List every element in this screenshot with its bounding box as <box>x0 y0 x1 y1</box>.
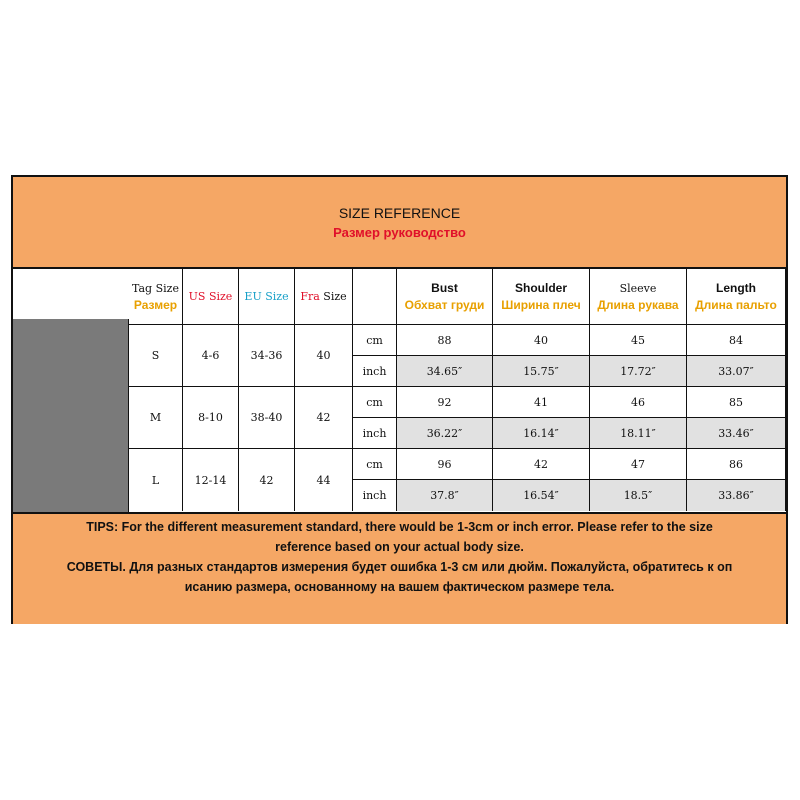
row-S-tag <box>129 325 183 387</box>
row-L-cm-shoulder <box>493 449 590 480</box>
tips-ru-line-1: СОВЕТЫ. Для разных стандартов измерения будет ошибка 1-3 см или дюйм. Пожалуйста, обратитесь к оп <box>66 560 733 574</box>
chart-header <box>13 177 786 269</box>
row-L-inch-unit <box>353 480 397 511</box>
row-S-inch-bust <box>397 356 493 387</box>
measurement-value: 17.72″ <box>620 364 656 378</box>
row-L-us <box>183 449 239 511</box>
measurement-value: 18.11″ <box>620 426 656 440</box>
row-S-inch-unit <box>353 356 397 387</box>
header-shoulder-ru: Ширина плеч <box>501 297 581 312</box>
row-L-tag-value: L <box>151 473 160 487</box>
row-M-cm-bust <box>397 387 493 418</box>
row-S-fra <box>295 325 353 387</box>
row-M-inch-shoulder <box>493 418 590 449</box>
header-us-size-label: US Size <box>188 290 233 303</box>
measurement-value: 41 <box>534 395 548 409</box>
header-length-ru: Длина пальто <box>695 297 777 312</box>
row-M-eu-value: 38-40 <box>250 411 283 424</box>
row-S-cm-shoulder <box>493 325 590 356</box>
tips-ru-line-2: исанию размера, основанному на вашем фактическом размере тела. <box>184 580 615 594</box>
measurement-value: 46 <box>631 395 645 409</box>
row-S-us-value: 4-6 <box>201 349 220 362</box>
row-L-cm-bust <box>397 449 493 480</box>
measurement-value: 15.75″ <box>523 364 559 378</box>
row-M-fra-value: 42 <box>316 411 331 424</box>
row-S-us <box>183 325 239 387</box>
header-fra-size <box>295 269 353 325</box>
measurement-value: 85 <box>729 395 743 409</box>
tips-en-line-1: TIPS: For the different measurement standard, there would be 1-3cm or inch error. Please refer to the size <box>86 520 713 534</box>
product-photo <box>13 269 129 512</box>
row-M-fra <box>295 387 353 449</box>
unit-label: inch <box>362 364 387 378</box>
row-M-cm-length <box>687 387 786 418</box>
header-tag-size-en: Tag Size <box>132 281 179 295</box>
row-S-tag-value: S <box>151 349 160 362</box>
row-S-cm-bust <box>397 325 493 356</box>
row-M-tag <box>129 387 183 449</box>
measurement-value: 16.14″ <box>523 426 559 440</box>
tips-box <box>13 512 786 624</box>
header-sleeve <box>590 269 687 325</box>
measurement-value: 92 <box>437 395 452 409</box>
header-bust-en: Bust <box>431 280 458 295</box>
row-L-inch-bust <box>397 480 493 511</box>
row-S-inch-sleeve <box>590 356 687 387</box>
header-us-size <box>183 269 239 325</box>
row-S-eu <box>239 325 295 387</box>
row-M-cm-shoulder <box>493 387 590 418</box>
measurement-value: 16.54″ <box>523 489 559 502</box>
header-eu-size <box>239 269 295 325</box>
measurement-value: 37.8″ <box>430 489 459 502</box>
measurement-value: 84 <box>729 333 743 347</box>
row-S-inch-length <box>687 356 786 387</box>
row-M-cm-sleeve <box>590 387 687 418</box>
header-length-en: Length <box>715 280 756 295</box>
measurement-value: 47 <box>631 457 645 471</box>
row-L-us-value: 12-14 <box>194 473 227 487</box>
row-S-eu-value: 34-36 <box>250 349 283 362</box>
measurement-value: 33.46″ <box>718 426 754 440</box>
row-M-us <box>183 387 239 449</box>
row-S-inch-shoulder <box>493 356 590 387</box>
header-eu-size-label: EU Size <box>244 290 289 303</box>
measurement-value: 34.65″ <box>426 364 463 378</box>
row-L-cm-sleeve <box>590 449 687 480</box>
row-M-inch-unit <box>353 418 397 449</box>
measurement-value: 42 <box>534 457 548 471</box>
row-S-fra-value: 40 <box>316 349 331 362</box>
unit-label: cm <box>366 395 383 409</box>
tips-en-line-2: reference based on your actual body size. <box>275 540 524 554</box>
header-sleeve-en: Sleeve <box>619 281 657 295</box>
row-L-cm-unit <box>353 449 397 480</box>
row-M-eu <box>239 387 295 449</box>
row-M-inch-length <box>687 418 786 449</box>
measurement-value: 96 <box>437 457 452 471</box>
row-M-inch-bust <box>397 418 493 449</box>
row-S-cm-unit <box>353 325 397 356</box>
header-fra-label: Fra <box>300 290 320 303</box>
chart-subtitle: Размер руководство <box>333 225 466 240</box>
measurement-value: 33.07″ <box>718 364 754 378</box>
row-M-us-value: 8-10 <box>198 411 223 424</box>
row-M-cm-unit <box>353 387 397 418</box>
header-tag-size-ru: Размер <box>133 297 178 312</box>
measurement-value: 33.86″ <box>718 489 754 502</box>
size-reference-chart <box>11 175 788 624</box>
row-L-fra-value: 44 <box>316 473 331 487</box>
measurement-value: 36.22″ <box>426 426 463 440</box>
unit-label: cm <box>366 333 383 347</box>
row-L-inch-sleeve <box>590 480 687 511</box>
row-L-cm-length <box>687 449 786 480</box>
header-length <box>687 269 786 325</box>
header-fra-size-label: Size <box>323 290 347 303</box>
row-M-inch-sleeve <box>590 418 687 449</box>
header-shoulder <box>493 269 590 325</box>
header-bust <box>397 269 493 325</box>
row-L-tag <box>129 449 183 511</box>
row-L-fra <box>295 449 353 511</box>
unit-label: inch <box>362 489 387 502</box>
row-S-cm-length <box>687 325 786 356</box>
unit-label: cm <box>366 457 383 471</box>
row-L-inch-length <box>687 480 786 511</box>
size-table <box>13 269 786 512</box>
row-M-tag-value: M <box>149 411 162 424</box>
header-unit <box>353 269 397 325</box>
header-bust-ru: Обхват груди <box>404 297 485 312</box>
measurement-value: 88 <box>437 333 452 347</box>
chart-title: SIZE REFERENCE <box>338 205 461 221</box>
row-L-inch-shoulder <box>493 480 590 511</box>
header-shoulder-en: Shoulder <box>514 280 567 295</box>
row-L-eu <box>239 449 295 511</box>
row-S-cm-sleeve <box>590 325 687 356</box>
measurement-value: 86 <box>729 457 743 471</box>
measurement-value: 40 <box>534 333 548 347</box>
measurement-value: 18.5″ <box>623 489 653 502</box>
unit-label: inch <box>362 426 387 440</box>
header-tag-size <box>129 269 183 325</box>
row-L-eu-value: 42 <box>259 473 274 487</box>
header-sleeve-ru: Длина рукава <box>597 297 679 312</box>
measurement-value: 45 <box>631 333 645 347</box>
